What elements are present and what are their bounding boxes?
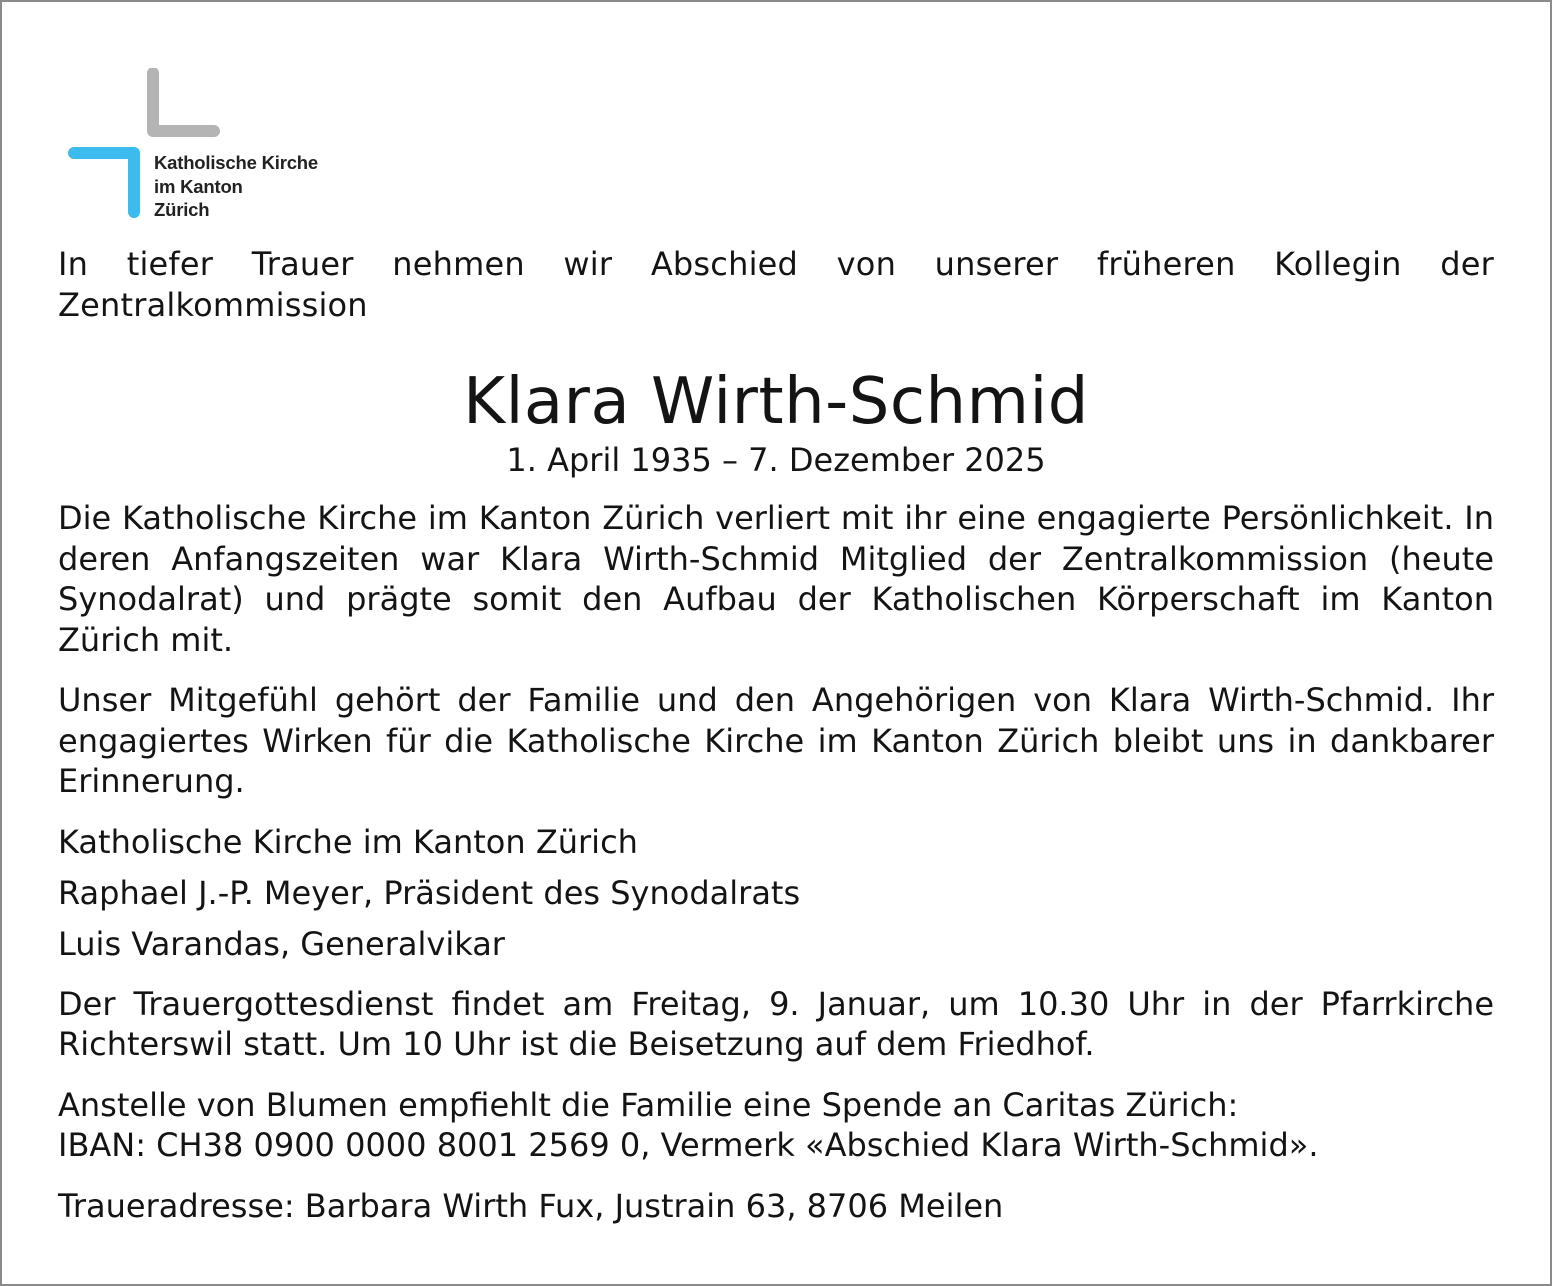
- logo-gray-bar: [153, 73, 214, 131]
- logo-blue-bar: [74, 153, 134, 212]
- notice-content: [58, 244, 1494, 1226]
- signatory-vicar: Luis Varandas, Generalvikar: [58, 924, 505, 963]
- signatory-president: Raphael J.-P. Meyer, Präsident des Synodalrats: [58, 873, 801, 912]
- mourning-address: Traueradresse: Barbara Wirth Fux, Justrain 63, 8706 Meilen: [58, 1186, 1004, 1225]
- intro-text: In tiefer Trauer nehmen wir Abschied von unserer früheren Kollegin der Zentralkommission: [58, 245, 1494, 324]
- donation-iban: IBAN: CH38 0900 0000 8001 2569 0, Vermerk «Abschied Klara Wirth-Schmid».: [58, 1126, 1319, 1164]
- donation-info: [58, 1085, 1494, 1166]
- church-logo: [68, 68, 368, 224]
- deceased-name: Klara Wirth-Schmid: [463, 365, 1089, 439]
- life-dates: 1. April 1935 – 7. Dezember 2025: [506, 441, 1046, 479]
- signatory-organisation: Katholische Kirche im Kanton Zürich: [58, 822, 638, 861]
- service-info: Der Trauergottesdienst findet am Freitag, 9. Januar, um 10.30 Uhr in der Pfarrkirche Richterswil statt. Um 10 Uhr ist die Beisetzung auf dem Friedhof.: [58, 984, 1494, 1063]
- logo-line-3: Zürich: [154, 199, 210, 220]
- logo-line-1: Katholische Kirche: [154, 152, 318, 173]
- logo-line-2: im Kanton: [154, 175, 243, 197]
- tribute-paragraph: Die Katholische Kirche im Kanton Zürich verliert mit ihr eine engagierte Persönlichkeit. In deren Anfangszeiten war Klara Wirth-Schmid Mitglied der Zentralkommission (heute Synodalrat) und prägte somit den Aufbau der Katholischen Körperschaft im Kanton Zürich mit.: [58, 499, 1494, 659]
- logo-wordmark: [154, 151, 318, 222]
- signatories: [58, 822, 1494, 964]
- condolence-paragraph: Unser Mitgefühl gehört der Familie und den Angehörigen von Klara Wirth-Schmid. Ihr engagiertes Wirken für die Katholische Kirche im Kanton Zürich bleibt uns in dankbarer Erinnerung.: [58, 681, 1494, 800]
- donation-line-1: Anstelle von Blumen empfiehlt die Familie eine Spende an Caritas Zürich:: [58, 1085, 1239, 1124]
